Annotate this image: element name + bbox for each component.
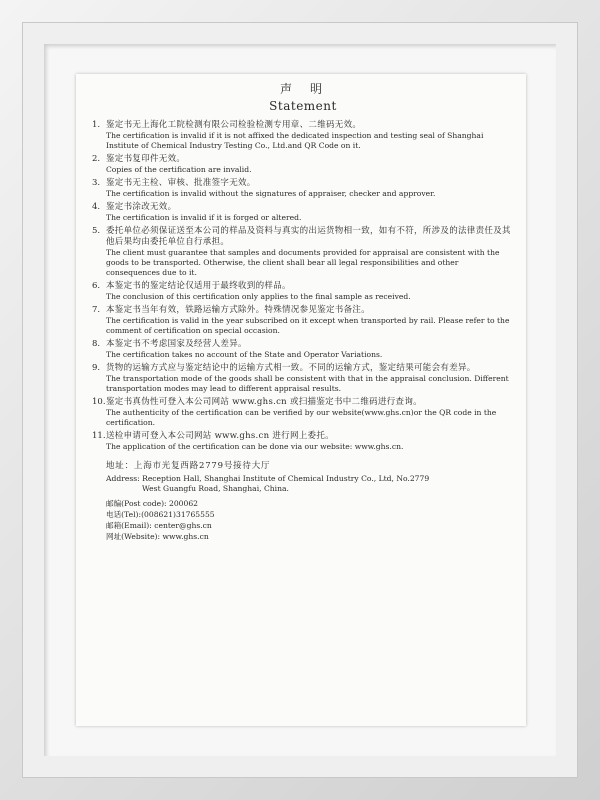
item-text-english: The transportation mode of the goods shall be consistent with that in the appraisal conclusion. Different transportation modes may lead to different appraisal results.: [106, 374, 509, 393]
statement-item-6: [92, 281, 514, 302]
item-number: 2.: [92, 154, 101, 164]
telephone-line: 电话(Tel):(008621)31765555: [106, 510, 215, 519]
item-text-chinese: 本鉴定书不考虑国家及经营人差异。: [106, 339, 247, 349]
item-text-chinese: 鉴定书无上海化工院检测有限公司检验检测专用章、二维码无效。: [106, 120, 362, 130]
item-text-english: The client must guarantee that samples and documents provided for appraisal are consistent with the goods to be transported. Otherwise, the client shall bear all legal responsibilities and other consequences due to it.: [106, 248, 500, 277]
title-english: Statement: [269, 99, 337, 113]
item-text-chinese: 委托单位必须保证送至本公司的样品及资料与真实的出运货物相一致，如有不符，所涉及的法律责任及其他后果均由委托单位自行承担。: [106, 226, 511, 247]
item-text-chinese: 鉴定书涂改无效。: [106, 202, 177, 212]
item-number: 6.: [92, 281, 101, 291]
address-english-line1: Address: Reception Hall, Shanghai Institute of Chemical Industry Co., Ltd, No.2779: [106, 474, 430, 483]
item-text-chinese: 本鉴定书的鉴定结论仅适用于最终收到的样品。: [106, 281, 291, 291]
item-text-chinese: 鉴定书复印件无效。: [106, 154, 186, 164]
item-number: 11.: [92, 431, 106, 441]
item-number: 9.: [92, 363, 101, 373]
statement-item-1: [92, 120, 514, 151]
statement-item-3: [92, 178, 514, 199]
document-content: [92, 82, 514, 542]
item-text-english: The certification takes no account of the State and Operator Variations.: [106, 350, 383, 359]
item-text-chinese: 送检申请可登入本公司网站 www.ghs.cn 进行网上委托。: [106, 431, 334, 441]
item-text-chinese: 本鉴定书当年有效，铁路运输方式除外。特殊情况参见鉴定书备注。: [106, 305, 371, 315]
item-text-english: The certification is valid in the year subscribed on it except when transported by rail. Please refer to the comment of certification on special occasion.: [106, 316, 510, 335]
item-text-english: The authenticity of the certification can be verified by our website(www.ghs.cn)or the QR code in the certification.: [106, 408, 497, 427]
title-chinese: 声明: [279, 82, 340, 96]
statement-item-4: [92, 202, 514, 223]
item-number: 3.: [92, 178, 101, 188]
statement-list: [92, 120, 514, 452]
item-number: 5.: [92, 226, 101, 236]
statement-item-8: [92, 339, 514, 360]
item-text-chinese: 货物的运输方式应与鉴定结论中的运输方式相一致。不同的运输方式，鉴定结果可能会有差异。: [106, 363, 476, 373]
item-text-chinese: 鉴定书无主检、审核、批准签字无效。: [106, 178, 256, 188]
postcode-line: 邮编(Post code): 200062: [106, 499, 198, 508]
item-text-english: The certification is invalid if it is forged or altered.: [106, 213, 302, 222]
address-english-line2: West Guangfu Road, Shanghai, China.: [142, 484, 289, 493]
statement-item-2: [92, 154, 514, 175]
item-text-english: The application of the certification can be done via our website: www.ghs.cn.: [106, 442, 404, 451]
statement-item-9: [92, 363, 514, 394]
address-chinese: 地址：上海市光复西路2779号接待大厅: [106, 461, 271, 471]
email-line: 邮箱(Email): center@ghs.cn: [106, 521, 212, 530]
statement-document: [76, 74, 526, 726]
statement-item-7: [92, 305, 514, 336]
item-text-chinese: 鉴定书真伪性可登入本公司网站 www.ghs.cn 或扫描鉴定书中二维码进行查询。: [106, 397, 422, 407]
item-number: 4.: [92, 202, 101, 212]
contact-block: [92, 460, 514, 542]
item-number: 10.: [92, 397, 106, 407]
website-line: 网址(Website): www.ghs.cn: [106, 532, 209, 541]
statement-item-5: [92, 226, 514, 278]
item-text-english: The conclusion of this certification only applies to the final sample as received.: [106, 292, 411, 301]
item-number: 1.: [92, 120, 101, 130]
item-text-english: The certification is invalid without the signatures of appraiser, checker and approver.: [106, 189, 436, 198]
item-number: 8.: [92, 339, 101, 349]
statement-item-10: [92, 397, 514, 428]
statement-item-11: [92, 431, 514, 452]
item-text-english: The certification is invalid if it is not affixed the dedicated inspection and testing seal of Shanghai Institute of Chemical Industry Testing Co., Ltd.and QR Code on it.: [106, 131, 484, 150]
item-text-english: Copies of the certification are invalid.: [106, 165, 252, 174]
item-number: 7.: [92, 305, 101, 315]
